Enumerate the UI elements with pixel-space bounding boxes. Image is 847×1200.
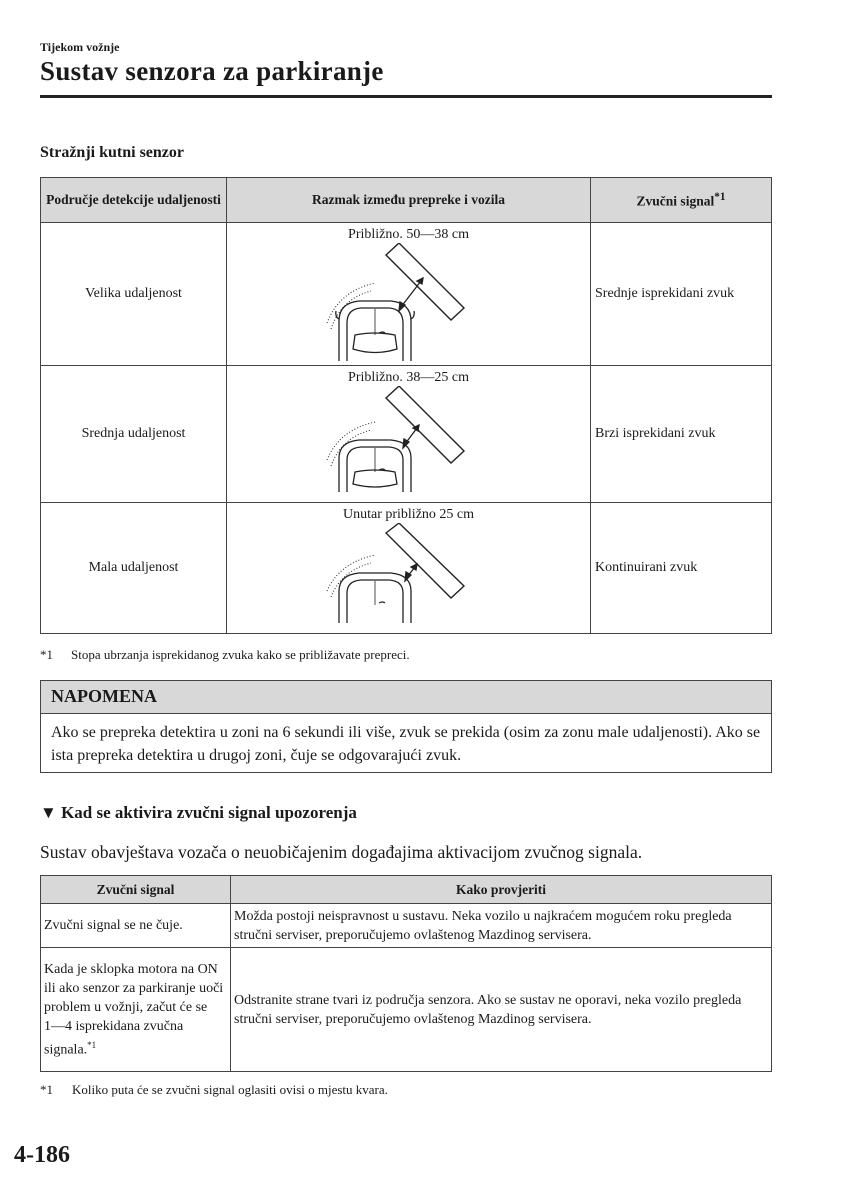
page-title: Sustav senzora za parkiranje <box>40 56 384 86</box>
signal-cell: Kontinuirani zvuk <box>591 503 772 634</box>
table-row <box>41 503 772 634</box>
sensor-subheading: Stražnji kutni senzor <box>40 144 184 161</box>
obstacle-bar <box>386 243 464 320</box>
obstacle-bar <box>386 523 464 598</box>
sensor-arcs <box>327 422 375 466</box>
column-header: Područje detekcije udaljenosti <box>41 178 227 223</box>
distance-label: Unutar približno 25 cm <box>342 507 475 522</box>
column-header: Zvučni signal <box>41 876 231 904</box>
note-box <box>40 680 772 773</box>
car-rear-view <box>335 301 413 361</box>
footnote-text: Stopa ubrzanja isprekidanog zvuka kako se približavate prepreci. <box>71 647 410 662</box>
warning-heading <box>40 803 357 823</box>
distance-label: Približno. 50―38 cm <box>348 227 469 242</box>
table-row <box>41 366 772 503</box>
signal-cell <box>41 948 231 1072</box>
distance-cell <box>227 223 591 366</box>
check-cell: Odstranite strane tvari iz područja senzora. Ako se sustav ne oporavi, neka vozilo pregleda stručni serviser, preporučujemo ovlaštenog Mazdinog servisera. <box>231 948 772 1072</box>
warning-heading-text: Kad se aktivira zvučni signal upozorenja <box>61 803 357 822</box>
table-row <box>41 948 772 1072</box>
distance-arrow <box>403 425 419 448</box>
sensor-arcs <box>327 283 375 329</box>
obstacle-bar <box>386 386 464 463</box>
sensor-footnote <box>40 647 410 663</box>
footnote-marker: *1 <box>40 647 53 662</box>
sensor-arcs <box>327 555 375 597</box>
car-obstacle-diagram <box>319 523 499 623</box>
page-number: 4-186 <box>14 1142 70 1168</box>
triangle-down-icon: ▼ <box>40 803 57 822</box>
car-obstacle-diagram <box>319 243 499 361</box>
footnote-marker: *1 <box>40 1082 53 1097</box>
distance-arrow <box>399 278 423 311</box>
table-row <box>41 223 772 366</box>
table-header-row <box>41 876 772 904</box>
signal-text: Kada je sklopka motora na ON ili ako senzor za parkiranje uoči problem u vožnji, začut će se 1―4 isprekidana zvučna signala. <box>44 961 224 1058</box>
distance-arrow <box>405 564 417 581</box>
signal-cell: Zvučni signal se ne čuje. <box>41 904 231 948</box>
sensor-table <box>40 177 772 634</box>
column-header-text: Zvučni signal <box>636 193 715 209</box>
signal-cell: Srednje isprekidani zvuk <box>591 223 772 366</box>
distance-cell <box>227 503 591 634</box>
column-header: Razmak između prepreke i vozila <box>227 178 591 223</box>
footnote-text: Koliko puta će se zvučni signal oglasiti ovisi o mjestu kvara. <box>72 1082 388 1097</box>
check-cell: Možda postoji neispravnost u sustavu. Neka vozilo u najkraćem mogućem roku pregleda stručni serviser, preporučujemo ovlaštenog Mazdinog servisera. <box>231 904 772 948</box>
car-obstacle-diagram <box>319 386 499 492</box>
zone-cell: Srednja udaljenost <box>41 366 227 503</box>
signal-cell: Brzi isprekidani zvuk <box>591 366 772 503</box>
distance-label: Približno. 38―25 cm <box>348 370 469 385</box>
distance-cell <box>227 366 591 503</box>
title-divider <box>40 95 772 98</box>
note-title: NAPOMENA <box>41 681 771 714</box>
footnote-marker: *1 <box>87 1039 97 1050</box>
warning-intro: Sustav obavještava vozača o neuobičajenim događajima aktivacijom zvučnog signala. <box>40 842 643 862</box>
note-text: Ako se prepreka detektira u zoni na 6 sekundi ili više, zvuk se prekida (osim za zonu male udaljenosti). Ako se ista prepreka detektira u drugoj zoni, čuje se odgovarajući zvuk. <box>51 724 761 764</box>
zone-cell: Velika udaljenost <box>41 223 227 366</box>
table-row <box>41 904 772 948</box>
zone-cell: Mala udaljenost <box>41 503 227 634</box>
footnote-marker: *1 <box>714 190 726 203</box>
warning-table <box>40 875 772 1072</box>
column-header: Kako provjeriti <box>231 876 772 904</box>
table-header-row <box>41 178 772 223</box>
car-rear-view <box>339 440 411 492</box>
column-header <box>591 178 772 223</box>
warning-footnote <box>40 1082 388 1098</box>
section-label: Tijekom vožnje <box>40 40 120 54</box>
car-rear-view <box>339 573 411 623</box>
